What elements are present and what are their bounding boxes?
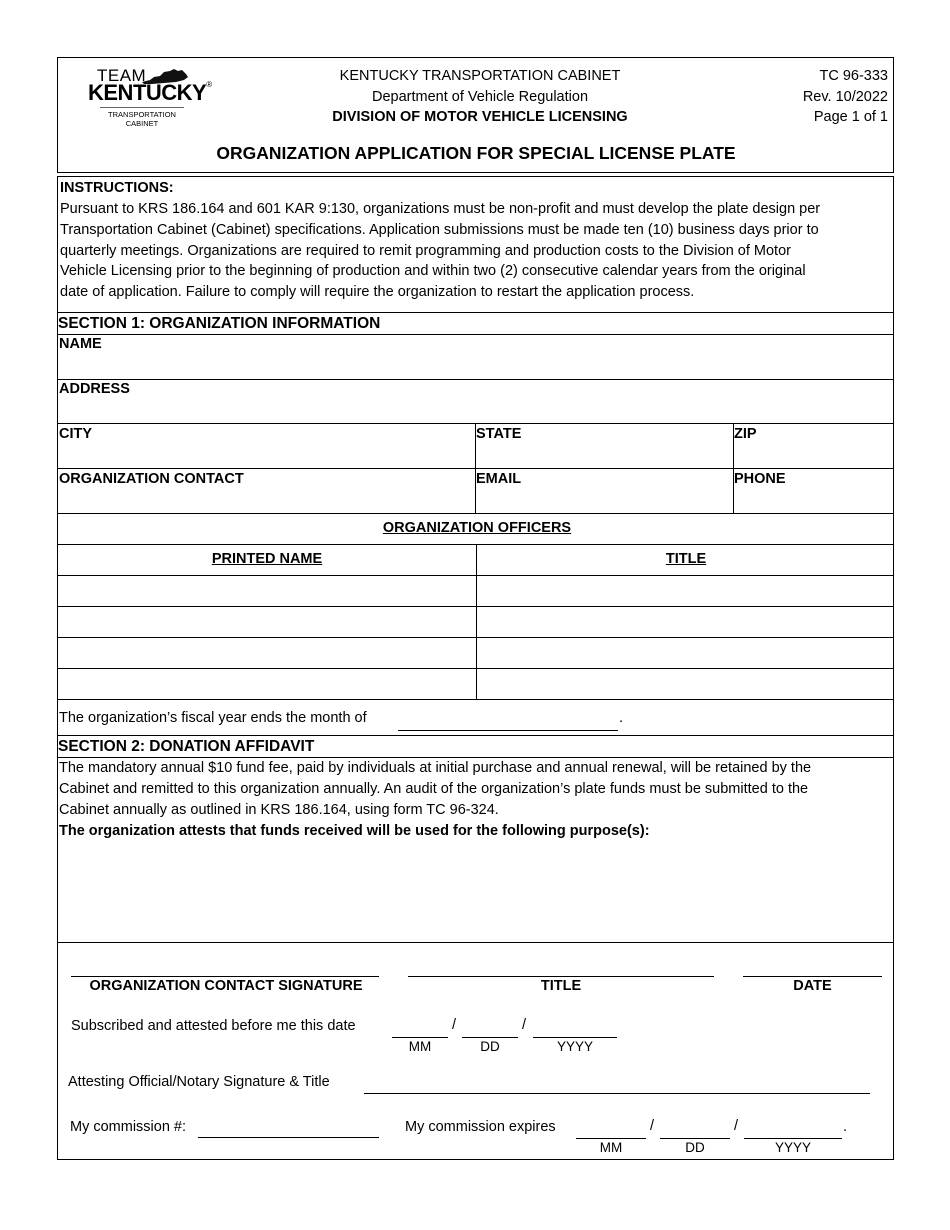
logo-divider xyxy=(100,107,184,108)
logo-state-word: KENTUCKY xyxy=(88,80,207,105)
yyyy-label: YYYY xyxy=(556,1039,594,1054)
organization-contact-label: ORGANIZATION CONTACT xyxy=(59,471,244,487)
logo-sub-cabinet: CABINET xyxy=(125,119,159,128)
logo-team-text: TEAM xyxy=(97,66,147,85)
fiscal-year-text: The organization’s fiscal year ends the month of xyxy=(59,710,367,726)
signature-date-label: DATE xyxy=(793,978,832,994)
department-name: Department of Vehicle Regulation xyxy=(371,89,589,105)
form-title: ORGANIZATION APPLICATION FOR SPECIAL LICENSE PLATE xyxy=(216,143,736,163)
commission-expires-label: My commission expires xyxy=(405,1119,556,1135)
officer-title-field[interactable] xyxy=(477,669,892,699)
commission-period: . xyxy=(843,1119,848,1135)
divider xyxy=(58,312,893,313)
notary-signature-field[interactable] xyxy=(364,1093,870,1094)
commission-expires-dd-field[interactable] xyxy=(660,1138,730,1139)
divider xyxy=(58,699,893,700)
form-revision: Rev. 10/2022 xyxy=(802,89,888,105)
officer-title-field[interactable] xyxy=(477,638,892,668)
printed-name-header: PRINTED NAME xyxy=(211,551,323,567)
title-header: TITLE xyxy=(665,551,707,567)
zip-field[interactable] xyxy=(734,424,892,468)
officer-title-field[interactable] xyxy=(477,607,892,637)
agency-name: KENTUCKY TRANSPORTATION CABINET xyxy=(339,68,621,84)
state-label: STATE xyxy=(476,426,522,442)
commission-number-label: My commission #: xyxy=(70,1119,187,1135)
subscribed-mm-field[interactable] xyxy=(392,1037,448,1038)
divider xyxy=(58,513,893,514)
affidavit-line: The mandatory annual $10 fund fee, paid by individuals at initial purchase and annual renewal, will be retained by the xyxy=(59,760,812,776)
name-label: NAME xyxy=(59,336,102,352)
officer-name-field[interactable] xyxy=(58,669,475,699)
section1-heading: SECTION 1: ORGANIZATION INFORMATION xyxy=(58,315,381,332)
mm-label: MM xyxy=(408,1039,432,1054)
dd-label: DD xyxy=(685,1140,705,1155)
notary-signature-label: Attesting Official/Notary Signature & Title xyxy=(68,1074,330,1090)
date-slash: / xyxy=(452,1017,457,1033)
address-field[interactable] xyxy=(58,380,893,423)
instructions-line: date of application. Failure to comply will require the organization to restart the application process. xyxy=(60,284,695,300)
officer-title-field[interactable] xyxy=(477,576,892,606)
subscribed-text: Subscribed and attested before me this date xyxy=(71,1018,356,1034)
purpose-field[interactable] xyxy=(58,843,893,941)
divider xyxy=(58,942,893,943)
fiscal-year-month-field[interactable] xyxy=(398,730,618,731)
commission-expires-yyyy-field[interactable] xyxy=(744,1138,842,1139)
officer-name-field[interactable] xyxy=(58,607,475,637)
phone-label: PHONE xyxy=(734,471,786,487)
city-label: CITY xyxy=(59,426,93,442)
date-slash: / xyxy=(522,1017,527,1033)
email-label: EMAIL xyxy=(476,471,522,487)
signature-title-label: TITLE xyxy=(540,978,582,994)
affidavit-line: Cabinet and remitted to this organization annually. An audit of the organization’s plate funds must be submitted to the xyxy=(59,781,809,797)
page-number: Page 1 of 1 xyxy=(813,109,888,125)
divider xyxy=(58,757,893,758)
commission-expires-mm-field[interactable] xyxy=(576,1138,646,1139)
officer-name-field[interactable] xyxy=(58,576,475,606)
signature-date-field[interactable] xyxy=(743,976,882,977)
commission-number-field[interactable] xyxy=(198,1137,379,1138)
officer-name-field[interactable] xyxy=(58,638,475,668)
yyyy-label: YYYY xyxy=(774,1140,812,1155)
date-slash: / xyxy=(734,1118,739,1134)
date-slash: / xyxy=(650,1118,655,1134)
zip-label: ZIP xyxy=(734,426,757,442)
form-number: TC 96-333 xyxy=(819,68,888,84)
contact-signature-field[interactable] xyxy=(71,976,379,977)
dd-label: DD xyxy=(480,1039,500,1054)
phone-field[interactable] xyxy=(734,469,892,513)
instructions-heading: INSTRUCTIONS: xyxy=(60,180,174,196)
contact-signature-label: ORGANIZATION CONTACT SIGNATURE xyxy=(89,978,363,994)
mm-label: MM xyxy=(599,1140,623,1155)
section2-heading: SECTION 2: DONATION AFFIDAVIT xyxy=(58,738,315,755)
affidavit-line: Cabinet annually as outlined in KRS 186.164, using form TC 96-324. xyxy=(59,802,499,818)
address-label: ADDRESS xyxy=(59,381,130,397)
affidavit-attest: The organization attests that funds received will be used for the following purpose(s): xyxy=(59,823,650,839)
logo-registered-mark: ® xyxy=(206,80,212,89)
city-field[interactable] xyxy=(58,424,475,468)
fiscal-year-period: . xyxy=(619,710,624,726)
name-field[interactable] xyxy=(58,335,893,379)
subscribed-dd-field[interactable] xyxy=(462,1037,518,1038)
instructions-line: quarterly meetings. Organizations are required to remit programming and production costs to the Division of Motor xyxy=(60,243,791,259)
signature-title-field[interactable] xyxy=(408,976,714,977)
state-field[interactable] xyxy=(476,424,733,468)
instructions-line: Pursuant to KRS 186.164 and 601 KAR 9:130, organizations must be non-profit and must develop the plate design per xyxy=(60,201,821,217)
team-kentucky-logo xyxy=(86,66,212,130)
organization-contact-field[interactable] xyxy=(58,469,475,513)
email-field[interactable] xyxy=(476,469,733,513)
instructions-line: Transportation Cabinet (Cabinet) specifications. Application submissions must be made ten (10) business days prior to xyxy=(60,222,819,238)
division-name: DIVISION OF MOTOR VEHICLE LICENSING xyxy=(332,109,628,125)
logo-sub-transportation: TRANSPORTATION xyxy=(108,110,176,119)
organization-officers-heading: ORGANIZATION OFFICERS xyxy=(382,520,572,536)
logo-kentucky-text xyxy=(88,80,212,106)
divider xyxy=(58,735,893,736)
instructions-line: Vehicle Licensing prior to the beginning of production and within two (2) consecutive calendar years from the original xyxy=(60,263,806,279)
subscribed-yyyy-field[interactable] xyxy=(533,1037,617,1038)
